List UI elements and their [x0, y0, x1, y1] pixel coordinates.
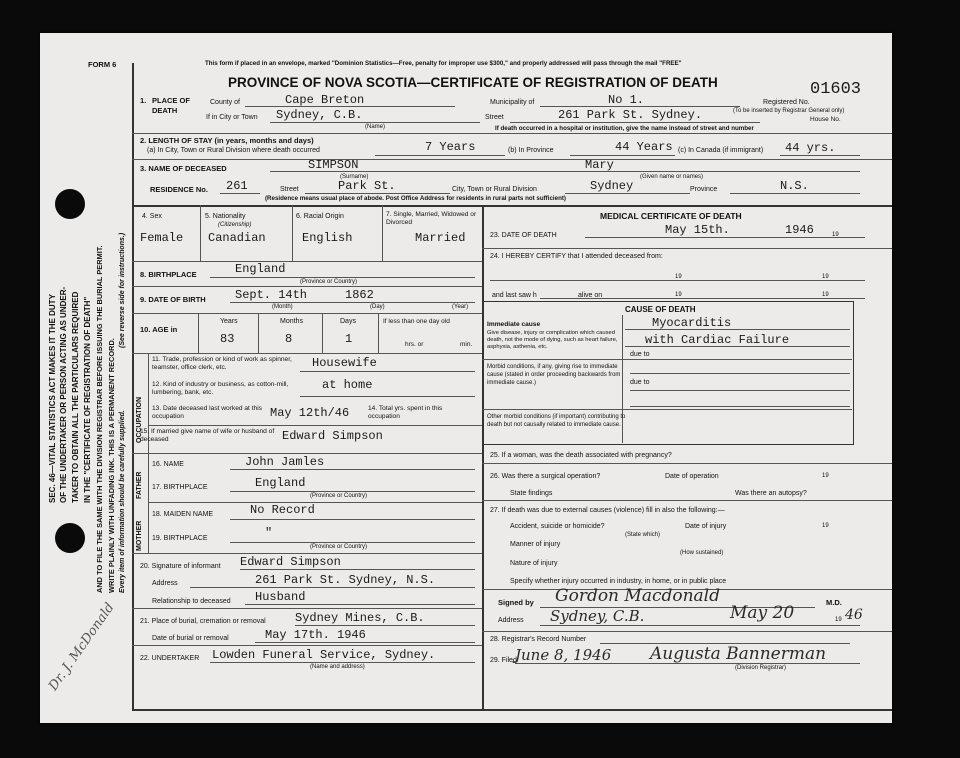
father-name-label: 16. NAME: [152, 461, 184, 468]
industry-value: at home: [322, 378, 373, 392]
alive-label: and last saw h: [492, 292, 537, 299]
hrs-label: hrs. or: [405, 341, 424, 348]
stay-city-label: (a) In City, Town or Rural Division where death occurred: [147, 147, 320, 154]
mother-maiden: No Record: [250, 503, 315, 517]
place-label: PLACE OF DEATH: [152, 96, 190, 115]
filed-label: 29. Filed: [490, 657, 517, 664]
physician-signature: Gordon Macdonald: [555, 586, 720, 606]
due-to-1: due to: [630, 351, 650, 358]
specify-label: Specify whether injury occurred in industry, in home, or in public place: [510, 578, 727, 585]
dob-label: 9. DATE OF BIRTH: [140, 295, 206, 304]
certificate-number: 01603: [810, 80, 862, 99]
signed-date: May 20: [730, 603, 795, 623]
marital-value: Married: [415, 231, 466, 245]
mail-notice: This form if placed in an envelope, marked "Dominion Statistics—Free, penalty for improper use $300," and properly addressed will pass through the mail "FREE": [205, 60, 682, 67]
deceased-label: 3. NAME OF DECEASED: [140, 164, 227, 173]
birthplace-value: England: [235, 262, 286, 276]
sex-value: Female: [140, 231, 184, 245]
trade-label: 11. Trade, profession or kind of work as spinner, teamster, office clerk, etc.: [152, 356, 292, 371]
age-label: 10. AGE in: [140, 325, 178, 334]
county-label: County of: [210, 99, 240, 106]
occupation-section: OCCUPATION: [136, 396, 143, 443]
dob-day-sub: (Day): [370, 304, 385, 310]
father-name: John Jamles: [245, 455, 325, 469]
nationality-label: 5. Nationality: [205, 213, 246, 220]
division-registrar-label: (Division Registrar): [735, 665, 787, 671]
signed-nineteen: 19: [835, 617, 842, 623]
stay-province-label: (b) In Province: [508, 147, 554, 154]
dob-year: 1862: [345, 288, 374, 302]
accident-label: Accident, suicide or homicide?: [510, 523, 605, 530]
stay-province-value: 44 Years: [615, 140, 673, 154]
alive-nineteen-1: 19: [675, 292, 682, 298]
marital-label: 7. Single, Married, Widowed or Divorced: [386, 211, 477, 226]
external-causes-label: 27. If death was due to external causes (violence) fill in also the following:—: [490, 507, 725, 514]
side-notice-line4: IN THE "CERTIFICATE OF REGISTRATION OF DEATH": [83, 296, 92, 503]
informant-address: 261 Park St. Sydney, N.S.: [255, 573, 436, 587]
municipality-label: Municipality of: [490, 99, 535, 106]
residence-label: RESIDENCE No.: [150, 185, 208, 194]
dod-label: 23. DATE OF DEATH: [490, 232, 557, 239]
informant-address-label: Address: [152, 580, 178, 587]
dob-year-sub: (Year): [452, 304, 469, 310]
cause-title: CAUSE OF DEATH: [625, 305, 696, 314]
stay-canada-label: (c) In Canada (if immigrant): [678, 147, 764, 154]
md-label: M.D.: [826, 598, 842, 607]
residence-street: Park St.: [338, 179, 396, 193]
place-name-label: (Name): [365, 124, 386, 130]
undertaker-value: Lowden Funeral Service, Sydney.: [212, 648, 436, 662]
residence-note: (Residence means usual place of abode. Post Office Address for residents in rural parts not sufficient): [265, 195, 566, 202]
side-notice-line8: (See reverse side for instructions.): [119, 232, 126, 348]
father-birthplace-label: 17. BIRTHPLACE: [152, 484, 208, 491]
given-label: (Given name or names): [640, 174, 704, 180]
street-value: 261 Park St. Sydney.: [558, 108, 703, 122]
medical-title: MEDICAL CERTIFICATE OF DEATH: [600, 211, 742, 221]
residence-no: 261: [226, 179, 248, 193]
cause-a: Myocarditis: [652, 316, 732, 330]
dob-month-sub: (Month): [272, 304, 293, 310]
mother-birthplace: ": [265, 526, 273, 540]
father-section: FATHER: [136, 471, 143, 499]
sex-label: 4. Sex: [142, 213, 162, 220]
autopsy-label: Was there an autopsy?: [735, 490, 807, 497]
dod-month-day: May 15th.: [665, 223, 730, 237]
relationship-value: Husband: [255, 590, 306, 604]
father-birthplace: England: [255, 476, 306, 490]
registered-no-note: (To be inserted by Registrar General only): [733, 108, 845, 114]
registered-no-label: Registered No.: [763, 99, 810, 106]
physician-address-label: Address: [498, 617, 524, 624]
municipality-value: No 1.: [608, 93, 645, 107]
stay-label: 2. LENGTH OF STAY (in years, months and days): [140, 136, 314, 145]
form-title: PROVINCE OF NOVA SCOTIA—CERTIFICATE OF REGISTRATION OF DEATH: [228, 75, 718, 90]
immediate-label: Immediate cause: [487, 321, 541, 328]
residence-city: Sydney: [590, 179, 634, 193]
nationality-value: Canadian: [208, 231, 266, 245]
informant-label: 20. Signature of informant: [140, 563, 221, 570]
signed-year: 46: [845, 607, 863, 623]
alive-nineteen-2: 19: [822, 292, 829, 298]
racial-label: 6. Racial Origin: [296, 213, 344, 220]
spouse-value: Edward Simpson: [282, 429, 383, 443]
last-worked-value: May 12th/46: [270, 406, 350, 420]
city-value: Sydney, C.B.: [276, 108, 363, 122]
father-birthplace-sub: (Province or Country): [310, 493, 368, 499]
certify-nineteen-1: 19: [675, 274, 682, 280]
physician-address: Sydney, C.B.: [550, 607, 645, 625]
dob-month-day: Sept. 14th: [235, 288, 308, 302]
residence-street-label: Street: [280, 186, 299, 193]
state-which: (State which): [625, 532, 661, 538]
death-certificate-form: [40, 33, 892, 723]
margin-handwritten-note: Dr. J. McDonald: [46, 600, 118, 694]
mother-section: MOTHER: [136, 520, 143, 551]
undertaker-label: 22. UNDERTAKER: [140, 655, 200, 662]
registrar-record-label: 28. Registrar's Record Number: [490, 636, 587, 643]
residence-province-label: Province: [690, 186, 718, 193]
cause-b: with Cardiac Failure: [645, 333, 790, 347]
certify-nineteen-2: 19: [822, 274, 829, 280]
city-label: If in City or Town: [206, 114, 258, 121]
nature-label: Nature of injury: [510, 560, 558, 567]
form-label: FORM 6: [88, 60, 117, 69]
operation-question: 26. Was there a surgical operation?: [490, 473, 601, 480]
relationship-label: Relationship to deceased: [152, 598, 231, 605]
residence-city-label: City, Town or Rural Division: [452, 186, 537, 193]
signed-by-label: Signed by: [498, 598, 534, 607]
stay-canada-value: 44 yrs.: [785, 141, 836, 155]
age-days: 1: [345, 332, 353, 346]
street-label: Street: [485, 114, 504, 121]
morbid-label: Morbid conditions, if any, giving rise to immediate cause (stated in order proceeding backwards from immediate cause.): [487, 364, 621, 386]
house-no-label: House No.: [810, 116, 841, 123]
birthplace-sub: (Province or Country): [300, 279, 358, 285]
birthplace-label: 8. BIRTHPLACE: [140, 270, 197, 279]
side-notice-line7: Every item of information should be carefully supplied.: [119, 410, 126, 593]
last-worked-label: 13. Date deceased last worked at this occupation: [152, 405, 262, 420]
industry-label: 12. Kind of industry or business, as cotton-mill, lumbering, bank, etc.: [152, 381, 289, 396]
informant-signature: Edward Simpson: [240, 555, 341, 569]
operation-date-label: Date of operation: [665, 473, 719, 480]
dod-nineteen: 19: [832, 232, 839, 238]
age-months: 8: [285, 332, 293, 346]
injury-date-label: Date of injury: [685, 523, 727, 530]
operation-nineteen: 19: [822, 473, 829, 479]
dod-year: 1946: [785, 223, 814, 237]
side-notice-line3: TAKER TO OBTAIN ALL THE PARTICULARS REQUIRED: [71, 291, 80, 503]
deceased-given: Mary: [585, 158, 614, 172]
burial-date-label: Date of burial or removal: [152, 635, 229, 642]
age-months-label: Months: [280, 318, 303, 325]
certify-label: 24. I HEREBY CERTIFY that I attended deceased from:: [490, 253, 663, 260]
side-notice-line6: WRITE PLAINLY WITH UNFADING INK. THIS IS A PERMANENT RECORD.: [107, 338, 116, 593]
total-years-label: 14. Total yrs. spent in this occupation: [368, 405, 443, 420]
punch-hole-top: [55, 189, 85, 219]
age-days-label: Days: [340, 318, 356, 325]
pregnancy-question: 25. If a woman, was the death associated with pregnancy?: [490, 452, 672, 459]
spouse-label: 15. If married give name of wife or husband of deceased: [140, 428, 275, 443]
punch-hole-bottom: [55, 523, 85, 553]
side-notice-line2: OF THE UNDERTAKER OR PERSON ACTING AS UNDER-: [59, 286, 68, 503]
filed-date: June 8, 1946: [515, 646, 612, 664]
undertaker-sub: (Name and address): [310, 664, 365, 670]
stay-city-value: 7 Years: [425, 140, 476, 154]
min-label: min.: [460, 341, 473, 348]
under-day-label: If less than one day old: [383, 318, 450, 325]
place-label-num: 1.: [140, 96, 147, 105]
other-label: Other morbid conditions (if important) contributing to death but not causally related to immediate cause.: [487, 414, 626, 428]
burial-date: May 17th. 1946: [265, 628, 366, 642]
side-notice-line1: SEC. 46—VITAL STATISTICS ACT MAKES IT THE DUTY: [48, 294, 57, 503]
due-to-2: due to: [630, 379, 650, 386]
deceased-surname: SIMPSON: [308, 158, 359, 172]
mother-maiden-label: 18. MAIDEN NAME: [152, 511, 214, 518]
alive-on-label: alive on: [578, 292, 603, 299]
immediate-desc: Give disease, injury or complication which caused death, not the mode of dying, such as heart failure, asphyxia, asthenia, etc.: [487, 330, 618, 350]
hospital-note: If death occurred in a hospital or institution, give the name instead of street and number: [495, 125, 754, 132]
mother-birthplace-label: 19. BIRTHPLACE: [152, 535, 208, 542]
burial-place-label: 21. Place of burial, cremation or removal: [140, 618, 266, 625]
age-years: 83: [220, 332, 235, 346]
nationality-sub: (Citizenship): [218, 222, 252, 228]
surname-label: (Surname): [340, 174, 369, 180]
how-sustained: (How sustained): [680, 550, 724, 556]
mother-birthplace-sub: (Province or Country): [310, 544, 368, 550]
residence-province: N.S.: [780, 179, 809, 193]
state-findings-label: State findings: [510, 490, 553, 497]
age-years-label: Years: [220, 318, 238, 325]
racial-value: English: [302, 231, 353, 245]
injury-nineteen: 19: [822, 523, 829, 529]
trade-value: Housewife: [312, 356, 377, 370]
county-value: Cape Breton: [285, 93, 365, 107]
manner-label: Manner of injury: [510, 541, 561, 548]
registrar-signature: Augusta Bannerman: [650, 644, 827, 664]
side-notice-line5: AND TO FILE THE SAME WITH THE DIVISION REGISTRAR BEFORE ISSUING THE BURIAL PERMIT.: [95, 245, 104, 593]
burial-place: Sydney Mines, C.B.: [295, 611, 425, 625]
